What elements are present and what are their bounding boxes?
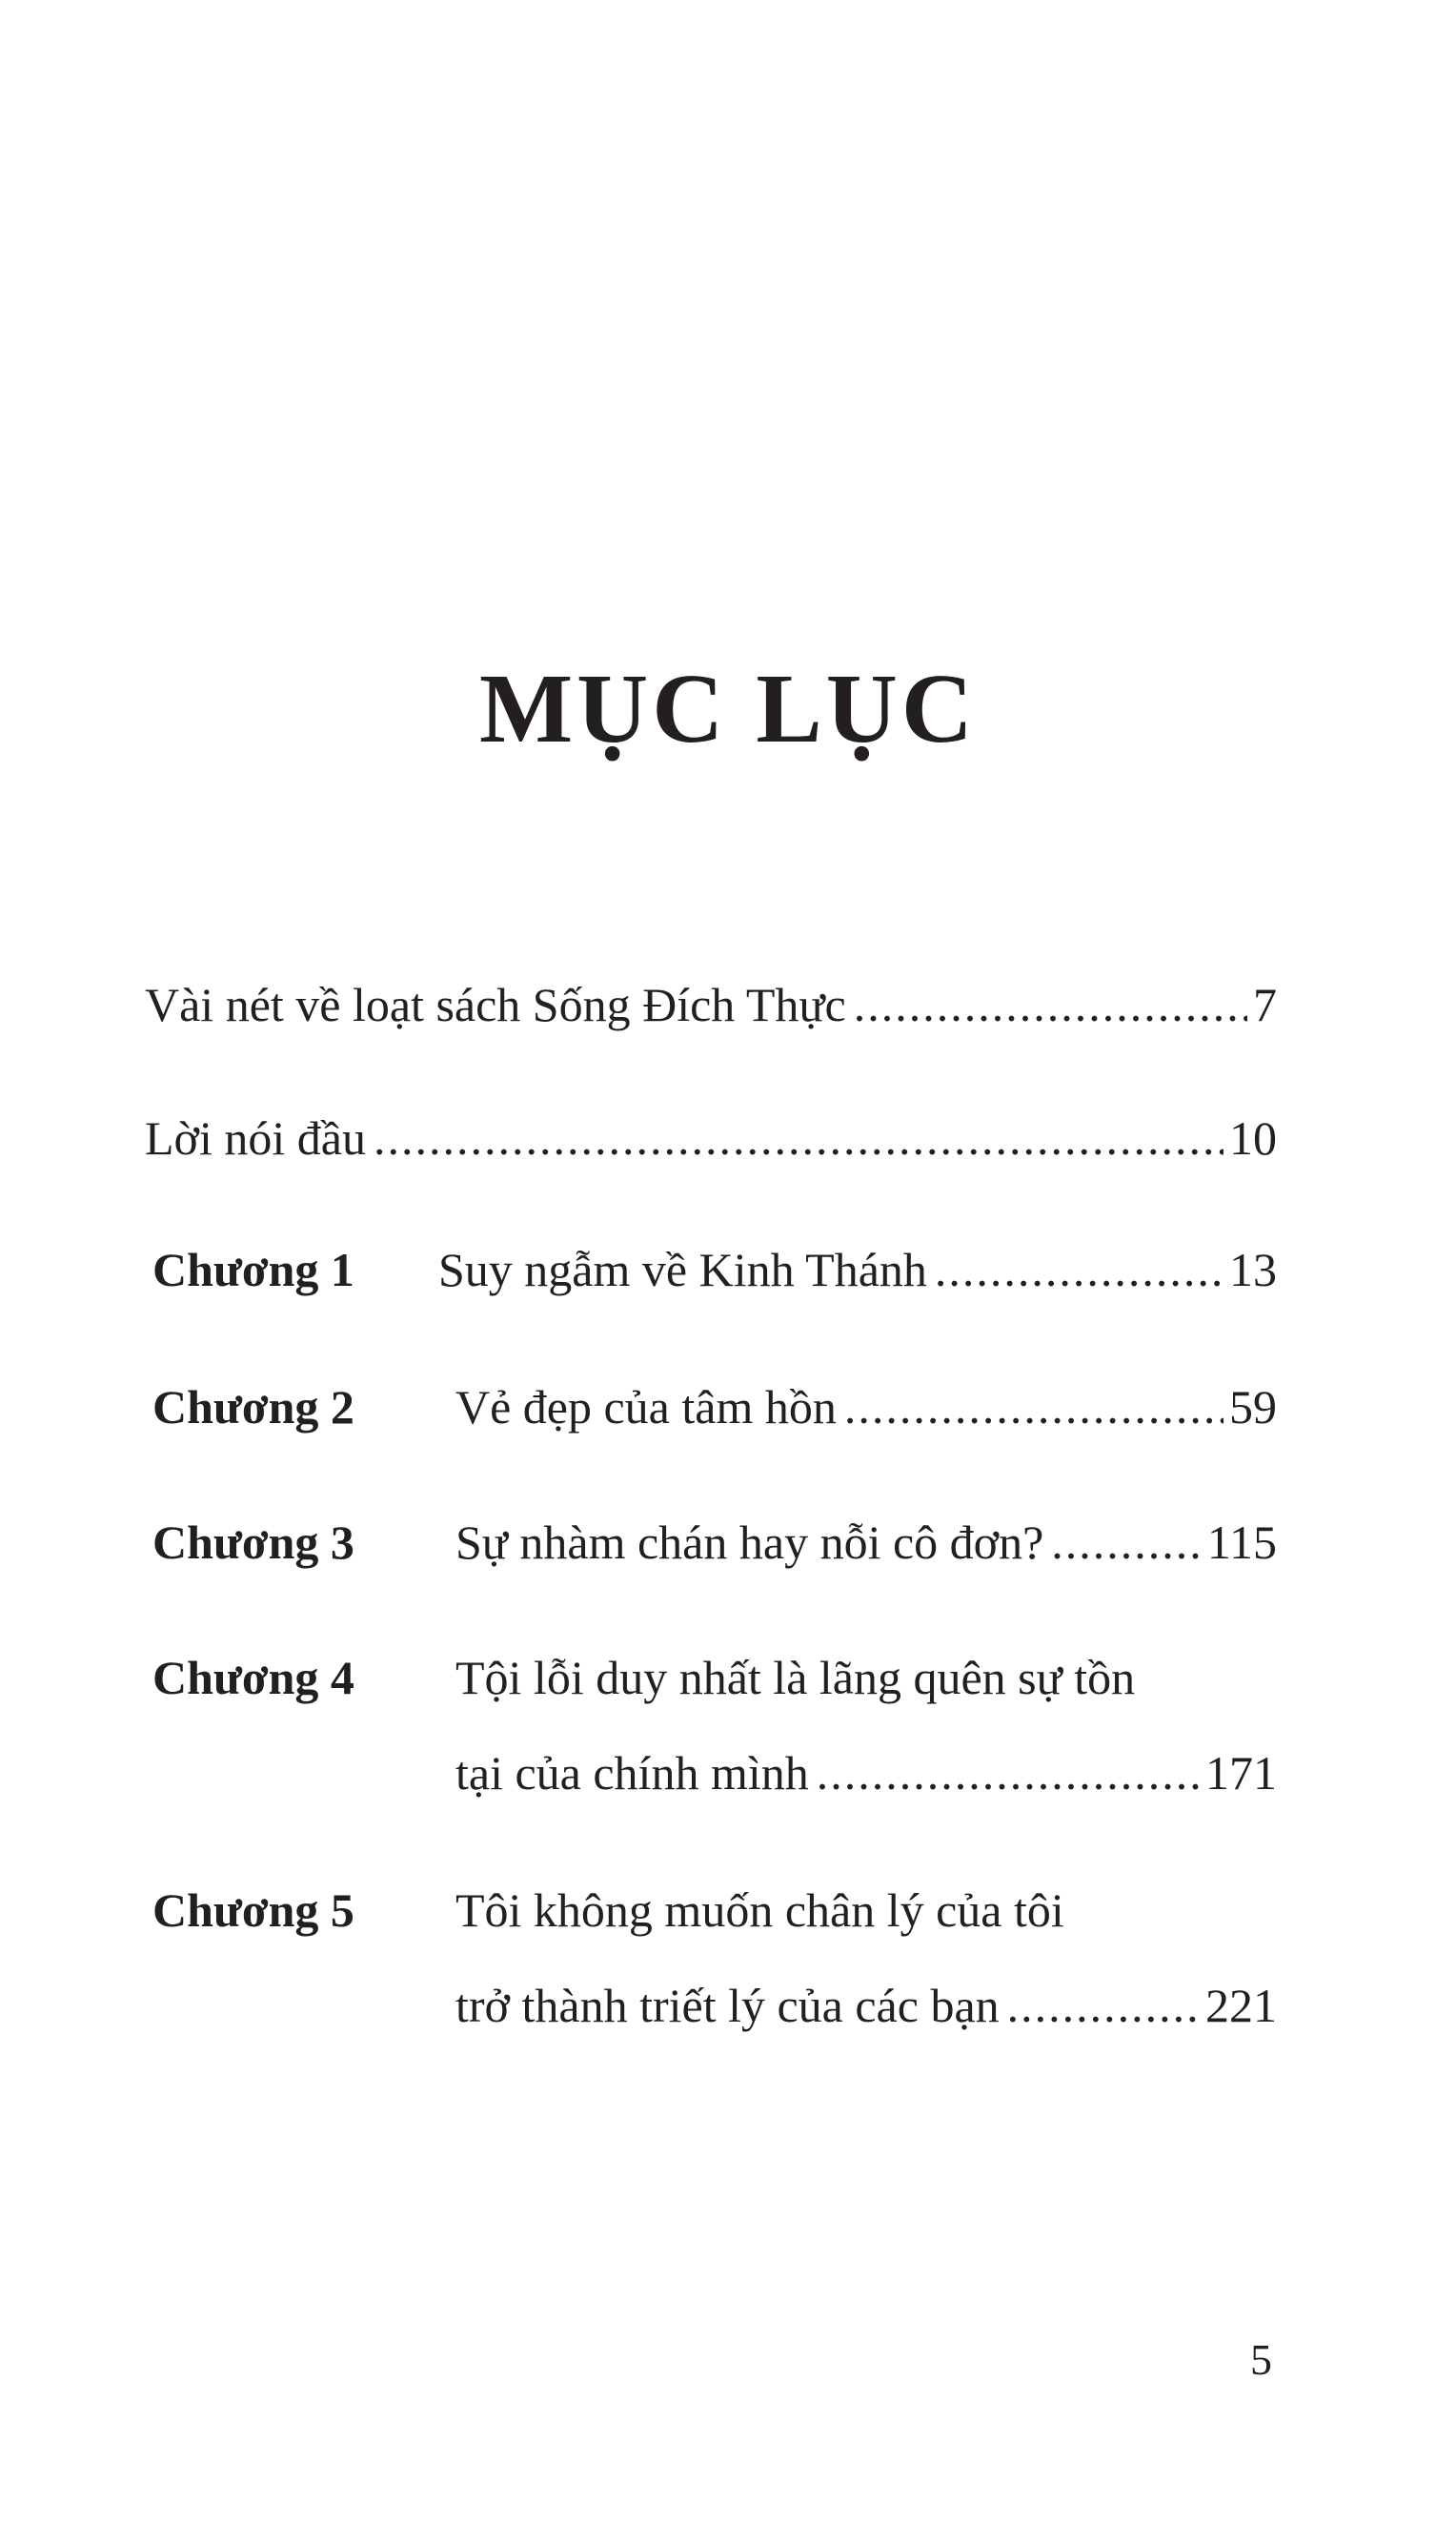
- chapter-label: Chương 4: [152, 1651, 354, 1704]
- toc-entry-title: Tôi không muốn chân lý của tôi: [455, 1883, 1064, 1937]
- toc-entry-title: Lời nói đầu: [145, 1111, 366, 1165]
- toc-entry-title: Vài nét về loạt sách Sống Đích Thực: [145, 978, 846, 1031]
- toc-entry: [455, 1744, 1277, 1801]
- toc-entry: [145, 1109, 1277, 1167]
- dot-leader: [844, 1378, 1223, 1435]
- toc-entry: [455, 1514, 1277, 1571]
- chapter-label: Chương 1: [152, 1243, 354, 1296]
- toc-entry: [145, 976, 1277, 1033]
- toc-entry-line: [455, 1649, 1277, 1706]
- toc-page-number: 13: [1229, 1243, 1277, 1296]
- toc-entry: [455, 1378, 1277, 1435]
- toc-page-number: 7: [1253, 978, 1277, 1031]
- dot-leader: [817, 1744, 1200, 1801]
- toc-page-number: 10: [1229, 1111, 1277, 1165]
- dot-leader: [935, 1241, 1223, 1298]
- toc-entry-title-continued: tại của chính mình: [455, 1746, 809, 1800]
- page-number-footer: 5: [1250, 2335, 1272, 2384]
- toc-entry-title: Vẻ đẹp của tâm hồn: [455, 1380, 837, 1434]
- page-title: MỤC LỤC: [479, 654, 977, 763]
- toc-entry: [438, 1241, 1277, 1298]
- toc-page-number: 221: [1205, 1979, 1277, 2032]
- toc-page-number: 115: [1206, 1516, 1277, 1569]
- chapter-label: Chương 3: [152, 1516, 354, 1569]
- toc-entry-title: Suy ngẫm về Kinh Thánh: [438, 1243, 927, 1296]
- dot-leader: [1051, 1514, 1202, 1571]
- dot-leader: [1007, 1977, 1200, 2034]
- toc-entry-title: Tội lỗi duy nhất là lãng quên sự tồn: [455, 1651, 1136, 1704]
- toc-entry-line: [455, 1882, 1277, 1939]
- chapter-label: Chương 2: [152, 1380, 354, 1434]
- toc-page-number: 171: [1205, 1746, 1277, 1800]
- chapter-label: Chương 5: [152, 1883, 354, 1937]
- toc-entry: [455, 1977, 1277, 2034]
- dot-leader: [854, 976, 1247, 1033]
- toc-entry-title: Sự nhàm chán hay nỗi cô đơn?: [455, 1516, 1044, 1569]
- dot-leader: [374, 1109, 1223, 1167]
- toc-entry-title-continued: trở thành triết lý của các bạn: [455, 1979, 1000, 2032]
- toc-page-number: 59: [1229, 1380, 1277, 1434]
